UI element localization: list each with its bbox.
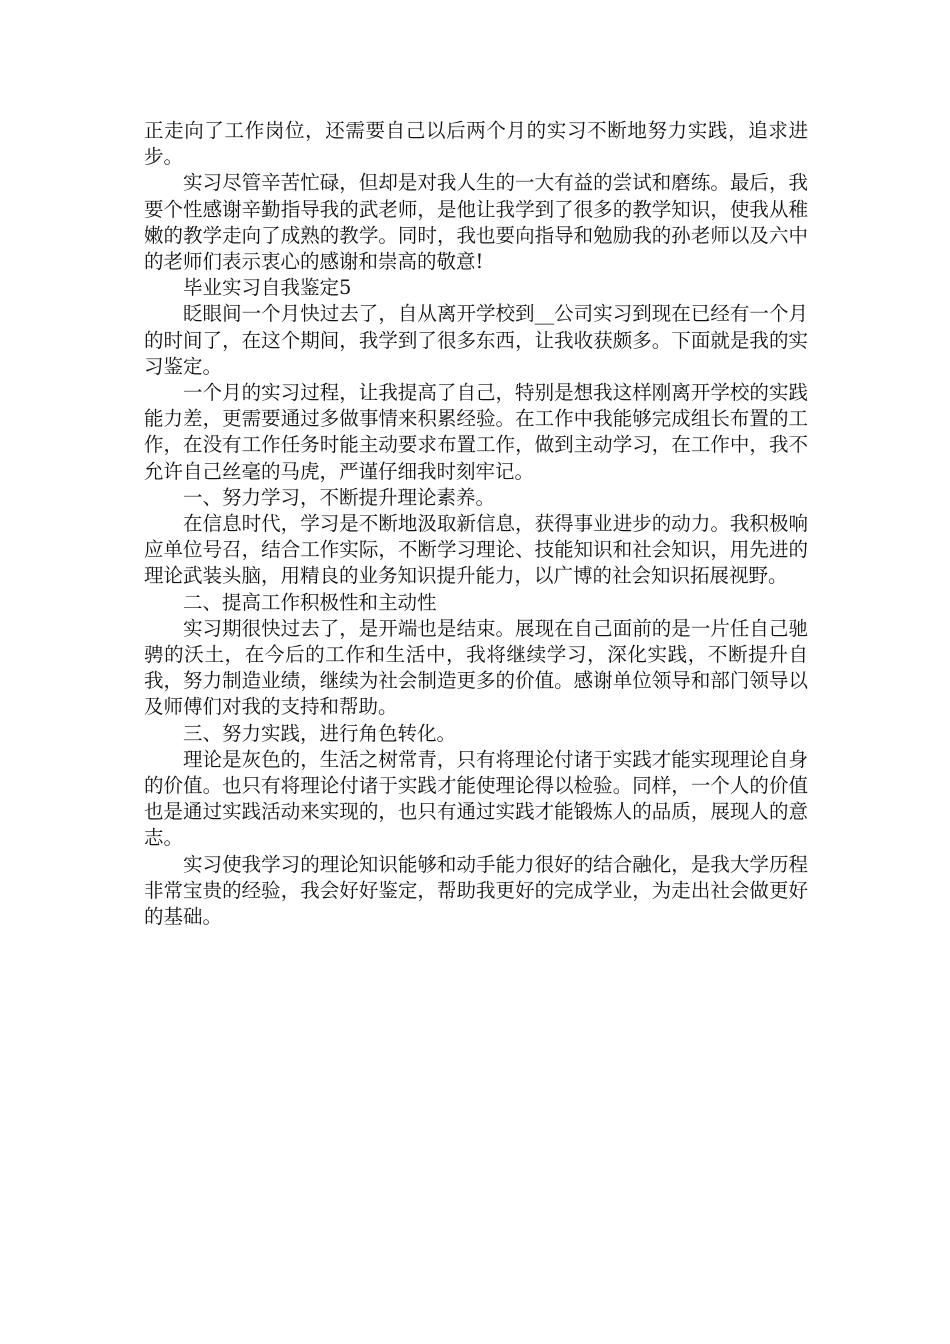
paragraph-practice: 理论是灰色的，生活之树常青，只有将理论付诸于实践才能实现理论自身的价值。也只有将理论付诸于实践才能使理论得以检验。同样，一个人的价值也是通过实践活动来实现的，也只有通过实践才能锻炼人的品质，展现人的意志。 [144,747,808,850]
heading-practice: 三、努力实践，进行角色转化。 [183,721,457,745]
paragraph-conclusion: 实习使我学习的理论知识能够和动手能力很好的结合融化，是我大学历程非常宝贵的经验，我会好好鉴定，帮助我更好的完成学业，为走出社会做更好的基础。 [144,852,808,929]
heading-initiative: 二、提高工作积极性和主动性 [183,590,437,614]
paragraph-continuation: 正走向了工作岗位，还需要自己以后两个月的实习不断地努力实践，追求进步。 [144,119,808,169]
section-title: 毕业实习自我鉴定5 [183,276,352,300]
paragraph-process: 一个月的实习过程，让我提高了自己，特别是想我这样刚离开学校的实践能力差，更需要通过多做事情来积累经验。在工作中我能够完成组长布置的工作，在没有工作任务时能主动要求布置工作，做到主动学习，在工作中，我不允许自己丝毫的马虎，严谨仔细我时刻牢记。 [144,381,808,483]
paragraph-study: 在信息时代，学习是不断地汲取新信息，获得事业进步的动力。我积极响应单位号召，结合工作实际，不断学习理论、技能知识和社会知识，用先进的理论武装头脑，用精良的业务知识提升能力，以广博的社会知识拓展视野。 [144,512,808,588]
paragraph-intro: 眨眼间一个月快过去了，自从离开学校到__公司实习到现在已经有一个月的时间了，在这个期间，我学到了很多东西，让我收获颇多。下面就是我的实习鉴定。 [144,302,808,378]
paragraph-thanks: 实习尽管辛苦忙碌，但却是对我人生的一大有益的尝试和磨练。最后，我要个性感谢辛勤指导我的武老师，是他让我学到了很多的教学知识，使我从稚嫩的教学走向了成熟的教学。同时，我也要向指导和勉励我的孙老师以及六中的老师们表示衷心的感谢和崇高的敬意! [144,171,808,274]
heading-study: 一、努力学习，不断提升理论素养。 [183,485,496,509]
paragraph-initiative: 实习期很快过去了，是开端也是结束。展现在自己面前的是一片任自己驰骋的沃土，在今后的工作和生活中，我将继续学习，深化实践，不断提升自我，努力制造业绩，继续为社会制造更多的价值。感谢单位领导和部门领导以及师傅们对我的支持和帮助。 [144,616,808,719]
document-body [144,118,808,930]
